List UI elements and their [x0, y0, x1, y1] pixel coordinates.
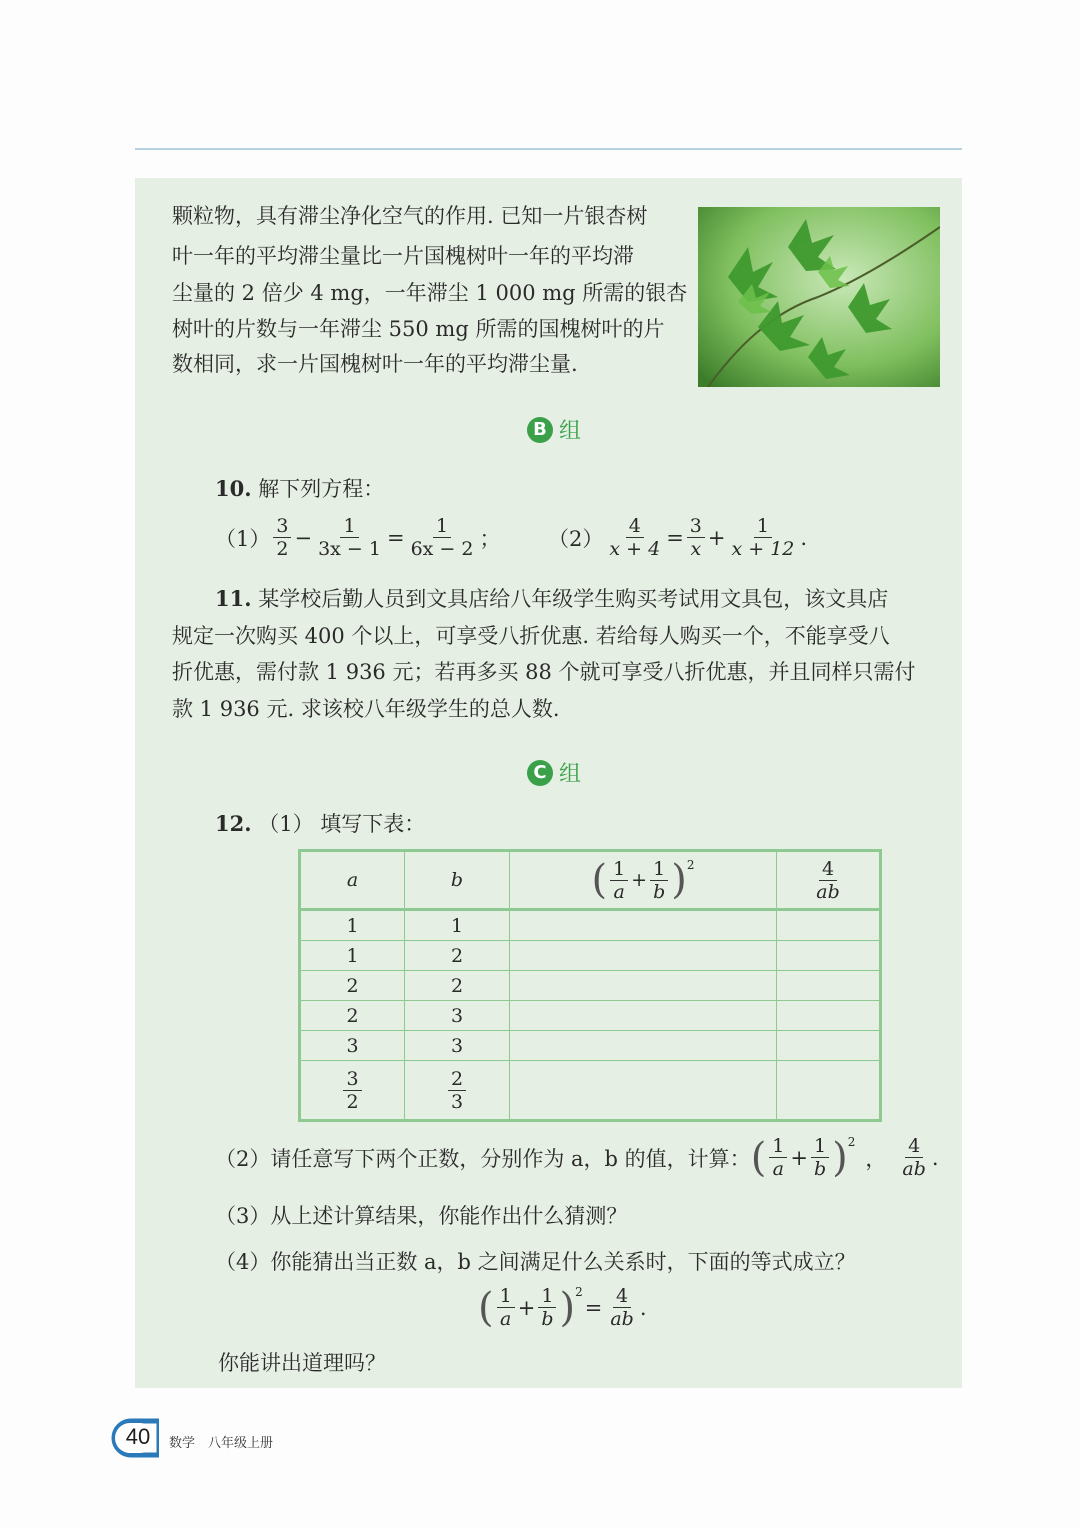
header-b: b	[405, 852, 510, 910]
q10-part1-label: （1）	[215, 526, 271, 551]
value-table	[300, 851, 880, 1120]
intro-line-1: 颗粒物，具有滞尘净化空气的作用. 已知一片银杏树	[172, 204, 648, 228]
fraction: $\frac{1}{x + 12}$	[731, 515, 795, 560]
q10-prompt	[215, 471, 384, 507]
q12-part1-text: （1） 填写下表：	[258, 812, 426, 836]
intro-line-4: 树叶的片数与一年滞尘 550 mg 所需的国槐树叶的片	[172, 317, 665, 341]
q11-text: 某学校后勤人员到文具店给八年级学生购买考试用文具包，该文具店	[258, 587, 889, 611]
operator: −	[294, 525, 313, 550]
q11-number: 11.	[215, 586, 252, 611]
blank-cell[interactable]	[777, 1031, 880, 1061]
blank-cell[interactable]	[777, 1061, 880, 1120]
table-row: 2 2	[301, 971, 880, 1001]
q11-line-2: 规定一次购买 400 个以上，可享受八折优惠. 若给每人购买一个，不能享受八	[172, 624, 890, 648]
intro-line-5: 数相同，求一片国槐树叶一年的平均滞尘量.	[172, 352, 578, 376]
group-b-heading	[527, 414, 581, 445]
fraction: $\frac{4}{x + 4}$	[609, 515, 661, 560]
table-header-row	[301, 852, 880, 910]
q12-part1	[215, 806, 425, 842]
table-row: 3 3	[301, 1031, 880, 1061]
table-row: 2 3	[301, 1001, 880, 1031]
blank-cell[interactable]	[510, 941, 777, 971]
page-number: 40	[125, 1424, 151, 1449]
group-c-badge: C	[527, 760, 553, 786]
table-row: 1 2	[301, 941, 880, 971]
fraction: $\frac{1}{6x - 2}$	[410, 515, 474, 560]
group-c-heading	[527, 757, 581, 788]
fraction: $\frac{3}{2}$	[273, 515, 291, 560]
q10-number: 10.	[215, 476, 252, 501]
q12-part4: （4）你能猜出当正数 a，b 之间满足什么关系时，下面的等式成立？	[215, 1250, 856, 1274]
blank-cell[interactable]	[510, 1031, 777, 1061]
operator: =	[386, 525, 405, 550]
blank-cell[interactable]	[777, 1001, 880, 1031]
group-b-label: 组	[559, 419, 582, 444]
punctuation: .	[800, 525, 808, 550]
q12-identity-equation: ( $\frac{1}{a}$ + $\frac{1}{b}$ ) $^2$ = $\frac{4}{ab}$ .	[478, 1284, 647, 1331]
q11-line-1	[215, 581, 888, 617]
q12-part5: 你能讲出道理吗？	[218, 1351, 386, 1375]
blank-cell[interactable]	[510, 910, 777, 941]
q10-text: 解下列方程：	[258, 477, 385, 501]
operator: =	[666, 525, 684, 550]
operator: +	[707, 525, 726, 550]
punctuation: ；	[479, 526, 501, 551]
fraction: $\frac{1}{3x - 1}$	[318, 515, 381, 560]
q12-part2-text: （2）请任意写下两个正数，分别作为 a，b 的值，计算：	[215, 1146, 751, 1171]
blank-cell[interactable]	[510, 971, 777, 1001]
q10-equation-1	[215, 515, 501, 560]
q11-line-3: 折优惠，需付款 1 936 元；若再多买 88 个就可享受八折优惠，并且同样只需付	[172, 660, 916, 684]
table-row: 1 1	[301, 910, 880, 941]
top-rule	[135, 148, 962, 150]
q10-part2-label: （2）	[548, 526, 604, 551]
q12-part2: （2）请任意写下两个正数，分别作为 a，b 的值，计算： ( $\frac{1}{a}$ + $\frac{1}{b}$ ) $^2$ ， $\frac{4}{ab}$ .	[215, 1134, 939, 1181]
ginkgo-leaf-photo	[698, 207, 940, 387]
header-4-over-ab: $\frac{4}{ab}$	[777, 852, 880, 910]
intro-line-2: 叶一年的平均滞尘量比一片国槐树叶一年的平均滞	[172, 244, 634, 268]
header-a: a	[301, 852, 405, 910]
blank-cell[interactable]	[510, 1061, 777, 1120]
group-b-badge: B	[527, 417, 553, 443]
q12-part3: （3）从上述计算结果，你能作出什么猜测？	[215, 1204, 628, 1228]
blank-cell[interactable]	[777, 910, 880, 941]
group-c-label: 组	[559, 762, 582, 787]
table-row: $\frac{3}{2}$ $\frac{2}{3}$	[301, 1061, 880, 1120]
blank-cell[interactable]	[777, 971, 880, 1001]
q10-equation-2	[548, 515, 807, 560]
header-square-expression: ( $\frac{1}{a}$ + $\frac{1}{b}$ ) $^2$	[510, 852, 777, 910]
blank-cell[interactable]	[777, 941, 880, 971]
intro-line-3: 尘量的 2 倍少 4 mg，一年滞尘 1 000 mg 所需的银杏	[172, 281, 688, 305]
q11-line-4: 款 1 936 元. 求该校八年级学生的总人数.	[172, 697, 560, 721]
fraction: $\frac{3}{x}$	[687, 515, 705, 560]
book-title: 数学 八年级上册	[169, 1436, 274, 1451]
blank-cell[interactable]	[510, 1001, 777, 1031]
q12-number: 12.	[215, 811, 252, 836]
